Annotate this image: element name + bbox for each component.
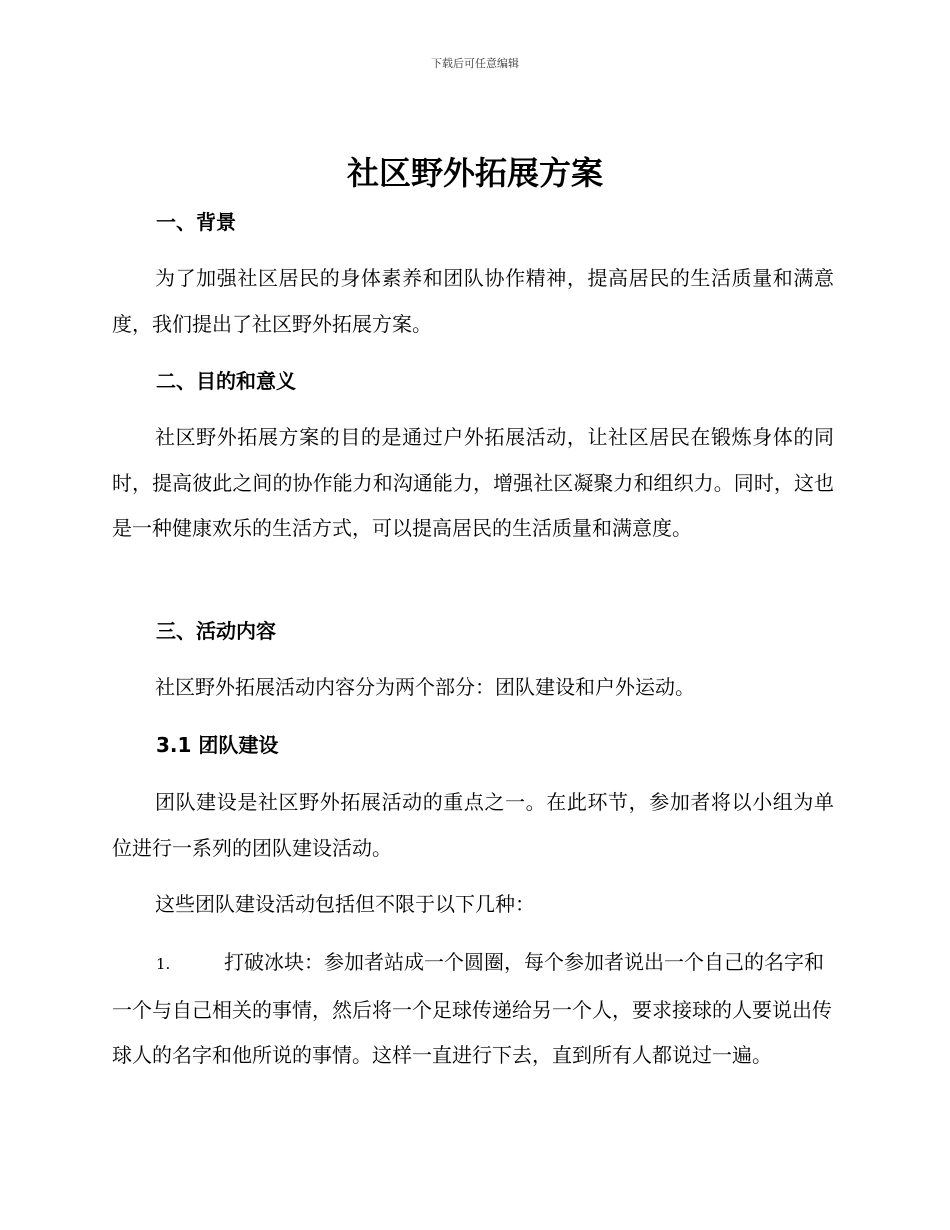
list-item-number: 1. [156, 955, 171, 973]
paragraph-background: 为了加强社区居民的身体素养和团队协作精神，提高居民的生活质量和满意度，我们提出了社区野外拓展方案。 [112, 266, 834, 336]
document-title: 社区野外拓展方案 [346, 154, 603, 192]
subsection-heading-team-building: 3.1 团队建设 [156, 733, 279, 757]
list-item-text: 打破冰块：参加者站成一个圆圈，每个参加者说出一个自己的名字和一个与自己相关的事情，然后将一个足球传递给另一个人，要求接球的人要说出传球人的名字和他所说的事情。这样一直进行下去，直到所有人都说过一遍。 [112, 950, 832, 1067]
paragraph-team-building-intro: 团队建设是社区野外拓展活动的重点之一。在此环节，参加者将以小组为单位进行一系列的团队建设活动。 [112, 790, 834, 860]
section-heading-purpose: 二、目的和意义 [156, 369, 296, 393]
page-header-note: 下载后可任意编辑 [431, 57, 519, 70]
paragraph-activities: 社区野外拓展活动内容分为两个部分：团队建设和户外运动。 [155, 675, 695, 699]
list-item [112, 940, 834, 1079]
section-heading-background: 一、背景 [156, 210, 236, 234]
paragraph-team-building-list-intro: 这些团队建设活动包括但不限于以下几种： [155, 892, 535, 916]
section-heading-activities: 三、活动内容 [156, 619, 276, 643]
paragraph-purpose: 社区野外拓展方案的目的是通过户外拓展活动，让社区居民在锻炼身体的同时，提高彼此之间的协作能力和沟通能力，增强社区凝聚力和组织力。同时，这也是一种健康欢乐的生活方式，可以提高居民的生活质量和满意度。 [112, 425, 834, 540]
